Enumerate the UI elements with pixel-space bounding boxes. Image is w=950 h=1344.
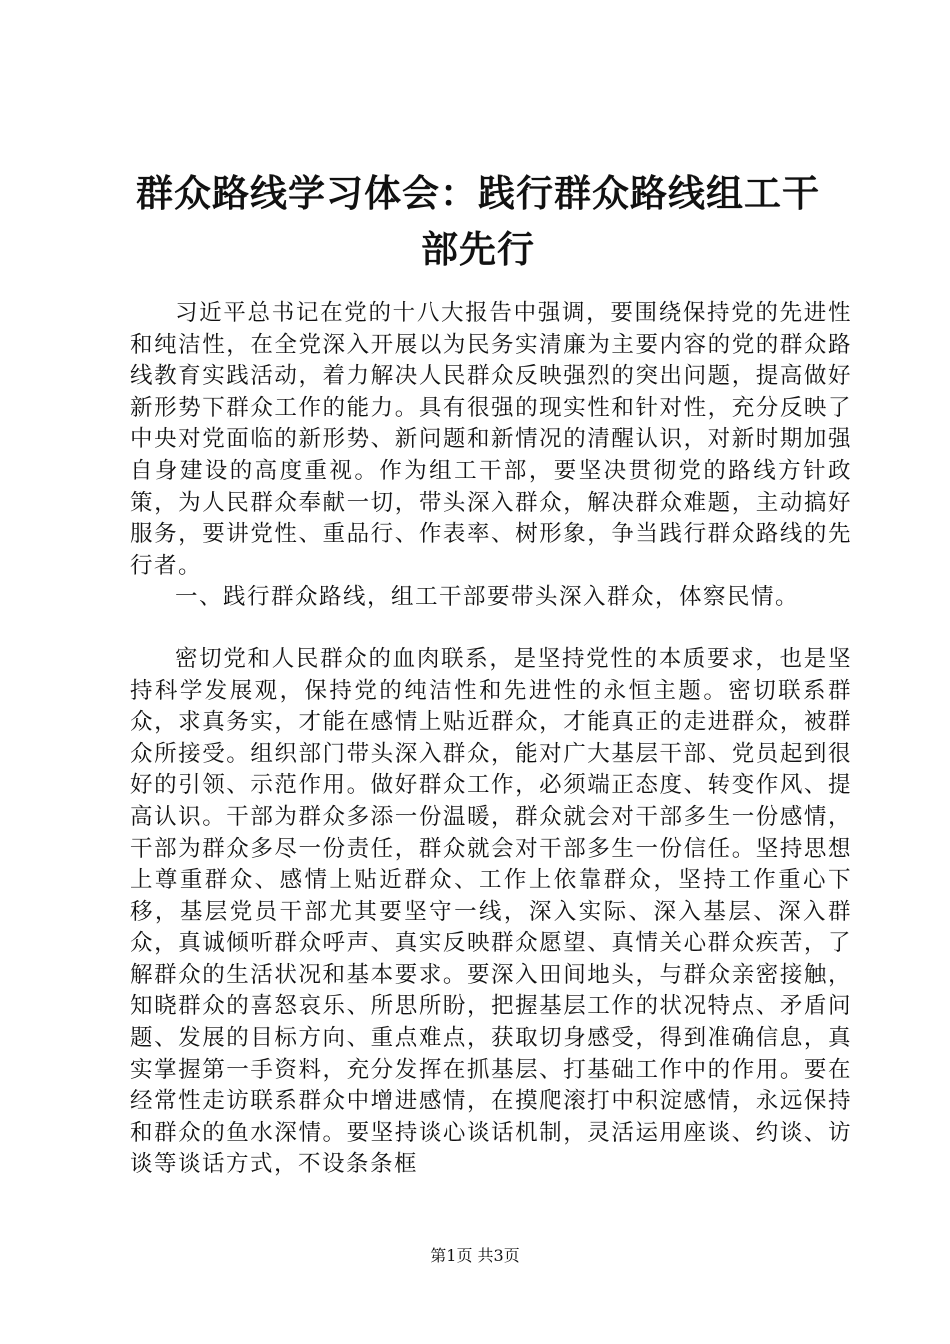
document-body	[130, 298, 852, 1181]
paragraph-section-1: 密切党和人民群众的血肉联系，是坚持党性的本质要求，也是坚持科学发展观，保持党的纯洁性和先进性的永恒主题。密切联系群众，求真务实，才能在感情上贴近群众，才能真正的走进群众，被群众所接受。组织部门带头深入群众，能对广大基层干部、党员起到很好的引领、示范作用。做好群众工作，必须端正态度、转变作风、提高认识。干部为群众多添一份温暖，群众就会对干部多生一份感情，干部为群众多尽一份责任，群众就会对干部多生一份信任。坚持思想上尊重群众、感情上贴近群众、工作上依靠群众，坚持工作重心下移，基层党员干部尤其要坚守一线，深入实际、深入基层、深入群众，真诚倾听群众呼声、真实反映群众愿望、真情关心群众疾苦，了解群众的生活状况和基本要求。要深入田间地头，与群众亲密接触，知晓群众的喜怒哀乐、所思所盼，把握基层工作的状况特点、矛盾问题、发展的目标方向、重点难点，获取切身感受，得到准确信息，真实掌握第一手资料，充分发挥在抓基层、打基础工作中的作用。要在经常性走访联系群众中增进感情，在摸爬滚打中积淀感情，永远保持和群众的鱼水深情。要坚持谈心谈话机制，灵活运用座谈、约谈、访谈等谈话方式，不设条条框	[130, 645, 852, 1178]
page-footer: 第1页 共3页	[430, 1246, 520, 1265]
section-heading-1: 一、践行群众路线，组工干部要带头深入群众，体察民情。	[175, 584, 800, 611]
paragraph-spacer	[130, 614, 852, 644]
document-title: 群众路线学习体会：践行群众路线组工干部先行	[136, 171, 820, 271]
paragraph-intro: 习近平总书记在党的十八大报告中强调，要围绕保持党的先进性和纯洁性，在全党深入开展以为民务实清廉为主要内容的党的群众路线教育实践活动，着力解决人民群众反映强烈的突出问题，提高做好新形势下群众工作的能力。具有很强的现实性和针对性，充分反映了中央对党面临的新形势、新问题和新情况的清醒认识，对新时期加强自身建设的高度重视。作为组工干部，要坚决贯彻党的路线方针政策，为人民群众奉献一切，带头深入群众，解决群众难题，主动搞好服务，要讲党性、重品行、作表率、树形象，争当践行群众路线的先行者。	[130, 300, 852, 579]
